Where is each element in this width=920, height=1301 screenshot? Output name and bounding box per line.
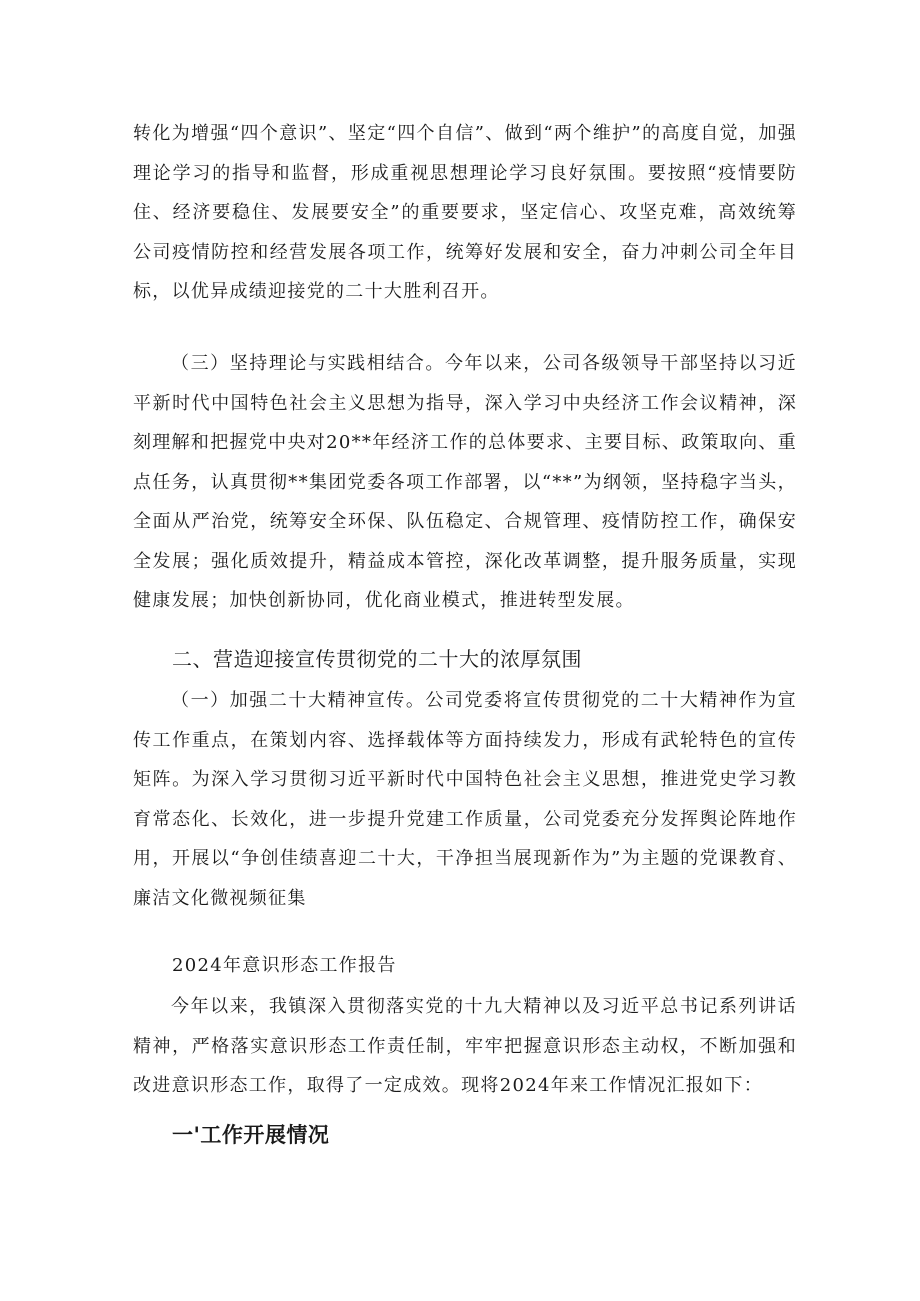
paragraph-propaganda: （一）加强二十大精神宣传。公司党委将宣传贯彻党的二十大精神作为宣传工作重点，在策划内容、选择载体等方面持续发力，形成有武轮特色的宣传矩阵。为深入学习贯彻习近平新时代中国特色社会主义思想，推进党史学习教育常态化、长效化，进一步提升党建工作质量，公司党委充分发挥舆论阵地作用，开展以“争创佳绩喜迎二十大，干净担当展现新作为”为主题的党课教育、廉洁文化微视频征集 [133, 690, 797, 909]
paragraph-theory-study-conclusion: 转化为增强“四个意识”、坚定“四个自信”、做到“两个维护”的高度自觉，加强理论学习的指导和监督，形成重视思想理论学习良好氛围。要按照“疫情要防住、经济要稳住、发展要安全”的重要要求，坚定信心、攻坚克难，高效统筹公司疫情防控和经营发展各项工作，统筹好发展和安全，奋力冲刺公司全年目标，以优异成绩迎接党的二十大胜利召开。 [133, 123, 797, 302]
report-title: 2024年意识形态工作报告 [172, 955, 397, 976]
paragraph-report-intro: 今年以来，我镇深入贯彻落实党的十九大精神以及习近平总书记系列讲话精神，严格落实意识形态工作责任制，牢牢把握意识形态主动权，不断加强和改进意识形态工作，取得了一定成效。现将2024年来工作情况汇报如下： [133, 996, 797, 1096]
section-heading-work-progress: 一'工作开展情况 [172, 1123, 330, 1147]
section-heading-atmosphere: 二、营造迎接宣传贯彻党的二十大的浓厚氛围 [172, 647, 582, 671]
paragraph-theory-practice: （三）坚持理论与实践相结合。今年以来，公司各级领导干部坚持以习近平新时代中国特色社会主义思想为指导，深入学习中央经济工作会议精神，深刻理解和把握党中央对20**年经济工作的总体要求、主要目标、政策取向、重点任务，认真贯彻**集团党委各项工作部署，以“**”为纲领，坚持稳字当头，全面从严治党，统筹安全环保、队伍稳定、合规管理、疫情防控工作，确保安全发展；强化质效提升，精益成本管控，深化改革调整，提升服务质量，实现健康发展；加快创新协同，优化商业模式，推进转型发展。 [133, 353, 797, 611]
